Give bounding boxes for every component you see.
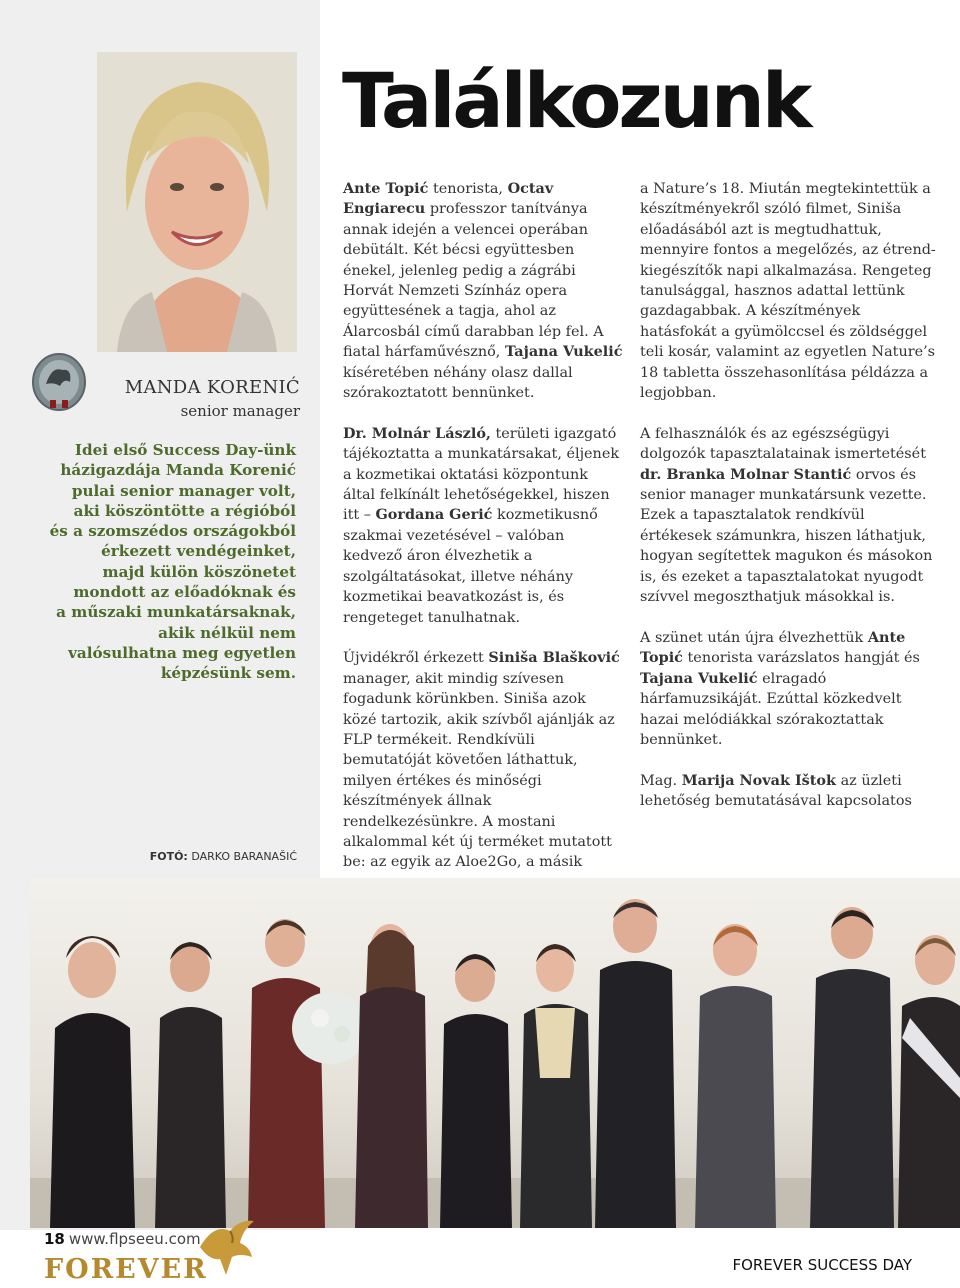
person-name-bold: Octav Engiarecu — [343, 180, 554, 218]
person-name-bold: Gordana Gerić — [375, 506, 493, 524]
person-role: senior manager — [180, 402, 300, 420]
person-name-bold: dr. Branka Molnar Stantić — [640, 465, 852, 483]
page-number: 18 — [44, 1230, 65, 1248]
person-name-bold: Ante Topić — [640, 628, 906, 667]
person-name-bold: Tajana Vukelić — [640, 669, 758, 687]
paragraph-text: professzor tanítványa annak idején a velencei operában debütált. Két bécsi együttesben énekel, jelenleg pedig a zágrábi Horvát Nemzeti Színház opera együttesének a tagja, ahol az Álarcosbál című darabban lép fel. A fiatal hárfaművésznő, — [343, 201, 604, 361]
paragraph — [640, 424, 940, 608]
paragraph — [343, 179, 623, 403]
paragraph-text: orvos és senior manager munkatársunk vezette. Ezek a tapasztalatok rendkívül értékesek számunkra, hiszen láthatjuk, hogyan segítettek magukon és másokon is, és ezeket a tapasztalatokat nyugodt szívvel megoszthatjuk másokkal is. — [640, 466, 933, 606]
footer-url: www.flpseeu.com — [68, 1230, 201, 1248]
paragraph-text: A szünet után újra élvezhettük — [640, 629, 868, 646]
photo-credit-name: DARKO BARANAŠIĆ — [191, 850, 297, 863]
paragraph-text: A felhasználók és az egészségügyi dolgozók tapasztalatainak ismertetését — [640, 425, 926, 463]
brand-logo-text: FOREVER — [44, 1254, 208, 1285]
page-title: Találkozunk — [342, 56, 810, 145]
person-name: MANDA KORENIĆ — [124, 377, 300, 398]
paragraph — [640, 771, 940, 812]
paragraph — [640, 628, 940, 750]
article-column-2 — [640, 179, 940, 832]
person-name-bold: Tajana Vukelić — [504, 343, 623, 361]
person-name-bold: Dr. Molnár László, — [343, 424, 491, 442]
person-name-bold: Marija Novak Ištok — [681, 771, 837, 789]
paragraph-text: tenorista varázslatos hangját és — [682, 650, 920, 667]
paragraph-text: kíséretében néhány olasz dallal szórakoztatott bennünket. — [343, 364, 573, 402]
paragraph — [343, 424, 623, 628]
paragraph — [343, 648, 623, 872]
paragraph-text: manager, akit mindig szívesen fogadunk körünkben. Siniša azok közé tartozik, akik szívből ajánlják az FLP termékeit. Rendkívüli bemutatóját követően láthattuk, milyen értékes és minőségi készítmények állnak rendelkezésünkre. A mostani alkalommal két új terméket mutatott be: az egyik az Aloe2Go, a másik — [343, 670, 615, 871]
award-pin-icon — [30, 352, 88, 416]
section-label: FOREVER SUCCESS DAY — [732, 1256, 912, 1274]
group-photo — [30, 878, 960, 1228]
paragraph: a Nature’s 18. Miután megtekintettük a készítményekről szóló filmet, Siniša előadásából azt is megtudhattuk, mennyire fontos a megelőzés, az étrend-kiegészítők napi alkalmazása. Rengeteg tanulsággal, hasznos adattal lettünk gazdagabbak. A készítmények hatásfokát a gyümölccsel és zöldséggel teli kosár, valamint az egyetlen Nature’s 18 tabletta összehasonlítása példázza a legjobban. — [640, 181, 936, 402]
paragraph-text: elragadó hárfamuzsikáját. Ezúttal közkedvelt hazai melódiákkal szórakoztattak bennünket. — [640, 670, 902, 748]
paragraph-text: kozmetikusnő szakmai vezetésével – valóban kedvező áron élvezhetik a szolgáltatásokat, illetve néhány kozmetikai beavatkozást is, és rengeteget tanulhatnak. — [343, 507, 598, 626]
photo-credit-label: FOTÓ: — [149, 850, 188, 863]
person-name-bold: Siniša Blašković — [488, 649, 620, 667]
person-name-bold: Ante Topić — [343, 180, 429, 197]
paragraph-text: területi igazgató tájékoztatta a munkatársakat, éljenek a kozmetikai oktatási központunk által felkínált lehetőségekkel, hiszen itt – — [343, 425, 620, 524]
paragraph-text: Mag. — [640, 772, 682, 789]
eagle-logo-icon — [196, 1217, 256, 1279]
sidebar-quote: Idei első Success Day-ünk házigazdája Manda Korenić pulai senior manager volt, aki köszöntötte a régióból és a szomszédos országokból érkezett vendégeinket, majd külön köszönetet mondott az előadóknak és a műszaki munkatársaknak, akik nélkül nem valósulhatna meg egyetlen képzésünk sem. — [49, 441, 296, 683]
portrait-photo — [97, 52, 297, 352]
photo-credit — [150, 850, 297, 863]
article-column-1 — [343, 179, 623, 893]
paragraph-text: az üzleti lehetőség bemutatásával kapcsolatos — [640, 772, 912, 810]
paragraph-text: tenorista, — [428, 181, 508, 197]
page-footer — [44, 1230, 201, 1248]
paragraph-text: Újvidékről érkezett — [343, 650, 489, 667]
